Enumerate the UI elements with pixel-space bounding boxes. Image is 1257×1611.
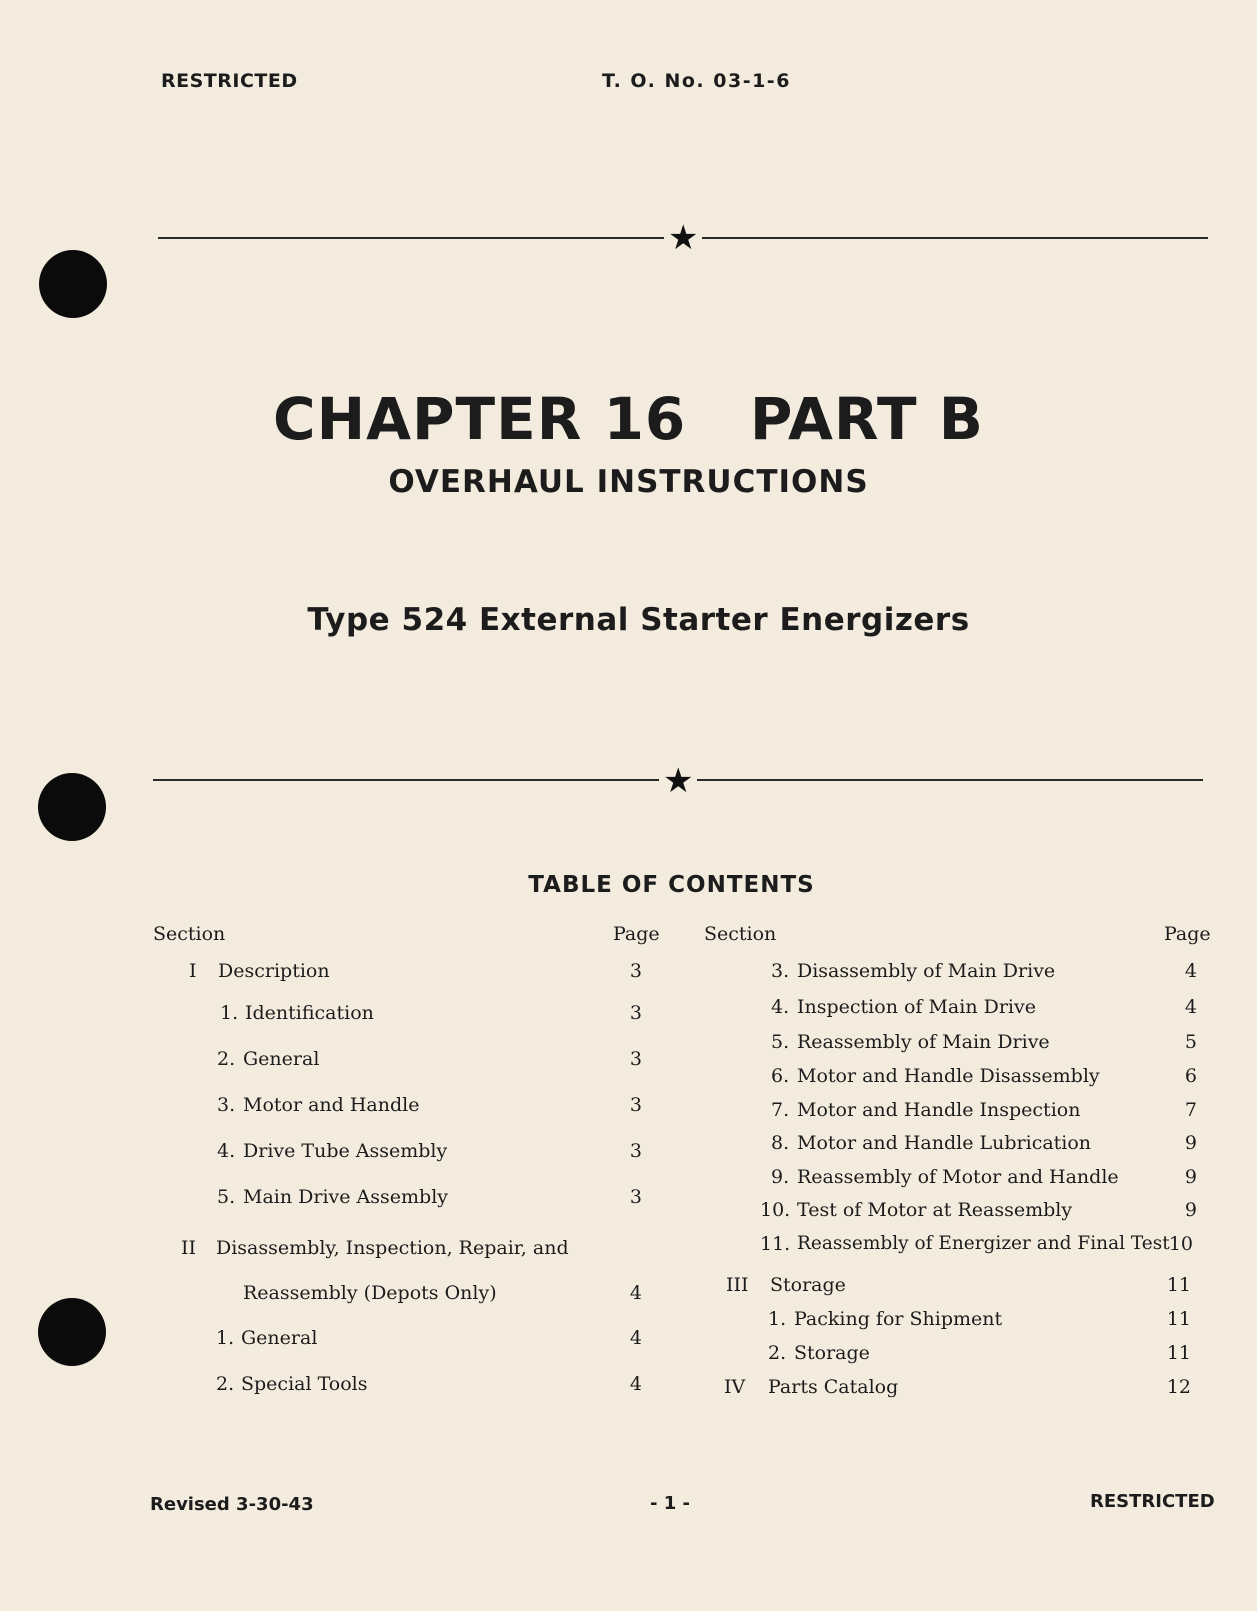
toc-entry-title: Reassembly of Energizer and Final Test [797, 1233, 1170, 1254]
toc-entry-page: 9 [1184, 1132, 1197, 1154]
toc-entry-page: 3 [629, 960, 642, 982]
right-section-header: Section [704, 923, 777, 945]
toc-entry-page: 3 [629, 1002, 642, 1024]
toc-entry-number: 5. [771, 1031, 790, 1053]
document-subject: Type 524 External Starter Energizers [307, 602, 970, 638]
toc-entry-number: II [181, 1237, 197, 1259]
toc-entry-number: 4. [771, 996, 790, 1018]
toc-heading: TABLE OF CONTENTS [528, 872, 815, 898]
toc-entry-page: 3 [629, 1048, 642, 1070]
toc-entry-page: 7 [1184, 1099, 1197, 1121]
toc-entry-title: Reassembly of Motor and Handle [797, 1166, 1119, 1188]
lower-divider-star-icon: ★ [659, 764, 697, 798]
toc-entry-number: 10. [760, 1199, 791, 1221]
toc-entry-number: 1. [216, 1327, 235, 1349]
toc-entry-title: General [243, 1048, 320, 1070]
toc-entry-title: Description [218, 960, 330, 982]
toc-entry-number: IV [724, 1376, 746, 1398]
toc-entry-page: 11 [1166, 1342, 1191, 1364]
toc-entry-title: Motor and Handle Inspection [797, 1099, 1081, 1121]
toc-entry-page: 4 [629, 1327, 642, 1349]
toc-entry-page: 9 [1184, 1199, 1197, 1221]
binder-hole-top [39, 250, 107, 318]
toc-entry-number: 3. [771, 960, 790, 982]
footer-page-number: - 1 - [650, 1493, 690, 1514]
header-to-number: T. O. No. 03-1-6 [602, 70, 791, 92]
binder-hole-bottom [38, 1298, 106, 1366]
toc-entry-page: 9 [1184, 1166, 1197, 1188]
toc-entry-title: Motor and Handle Lubrication [797, 1132, 1092, 1154]
toc-entry-title: Drive Tube Assembly [243, 1140, 448, 1162]
chapter-title: CHAPTER 16 PART B [273, 385, 984, 453]
toc-entry-title: Motor and Handle [243, 1094, 420, 1116]
toc-entry-page: 5 [1184, 1031, 1197, 1053]
toc-entry-page: 10 [1168, 1233, 1193, 1255]
toc-entry-title: Inspection of Main Drive [797, 996, 1036, 1018]
left-section-header: Section [153, 923, 226, 945]
footer-revised-date: Revised 3-30-43 [150, 1494, 314, 1515]
toc-entry-title: Packing for Shipment [794, 1308, 1003, 1330]
chapter-subtitle: OVERHAUL INSTRUCTIONS [388, 464, 869, 500]
toc-entry-number: 1. [220, 1002, 239, 1024]
toc-entry-title: Test of Motor at Reassembly [797, 1199, 1073, 1221]
toc-entry-title: Identification [245, 1002, 374, 1024]
toc-entry-title: Reassembly (Depots Only) [243, 1282, 497, 1304]
toc-entry-number: III [726, 1274, 749, 1296]
binder-hole-middle [38, 773, 106, 841]
toc-entry-title: Disassembly, Inspection, Repair, and [216, 1237, 569, 1259]
toc-entry-number: 6. [771, 1065, 790, 1087]
toc-entry-page: 4 [1184, 996, 1197, 1018]
toc-entry-page: 4 [1184, 960, 1197, 982]
toc-entry-number: 3. [217, 1094, 236, 1116]
toc-entry-title: Storage [794, 1342, 870, 1364]
toc-entry-title: Parts Catalog [768, 1376, 899, 1398]
toc-entry-page: 6 [1184, 1065, 1197, 1087]
toc-entry-number: I [189, 960, 197, 982]
header-classification: RESTRICTED [161, 70, 298, 92]
toc-entry-page: 12 [1166, 1376, 1191, 1398]
toc-entry-page: 11 [1166, 1308, 1191, 1330]
toc-entry-number: 7. [771, 1099, 790, 1121]
toc-entry-number: 1. [768, 1308, 787, 1330]
toc-entry-number: 5. [217, 1186, 236, 1208]
toc-entry-title: General [241, 1327, 318, 1349]
toc-entry-page: 3 [629, 1094, 642, 1116]
toc-entry-page: 4 [629, 1282, 642, 1304]
toc-entry-number: 4. [217, 1140, 236, 1162]
toc-entry-page: 3 [629, 1186, 642, 1208]
left-page-header: Page [613, 923, 660, 945]
toc-entry-number: 8. [771, 1132, 790, 1154]
toc-entry-page: 4 [629, 1373, 642, 1395]
toc-entry-number: 2. [217, 1048, 236, 1070]
toc-entry-title: Special Tools [241, 1373, 368, 1395]
toc-entry-title: Storage [770, 1274, 846, 1296]
toc-entry-title: Disassembly of Main Drive [797, 960, 1056, 982]
toc-entry-number: 9. [771, 1166, 790, 1188]
footer-classification: RESTRICTED [1090, 1491, 1215, 1512]
top-divider-star-icon: ★ [664, 221, 702, 255]
toc-entry-page: 3 [629, 1140, 642, 1162]
toc-entry-number: 2. [768, 1342, 787, 1364]
toc-entry-number: 11. [760, 1233, 791, 1255]
toc-entry-page: 11 [1166, 1274, 1191, 1296]
toc-entry-number: 2. [216, 1373, 235, 1395]
right-page-header: Page [1164, 923, 1211, 945]
toc-entry-title: Reassembly of Main Drive [797, 1031, 1050, 1053]
toc-entry-title: Main Drive Assembly [243, 1186, 449, 1208]
toc-entry-title: Motor and Handle Disassembly [797, 1065, 1100, 1087]
